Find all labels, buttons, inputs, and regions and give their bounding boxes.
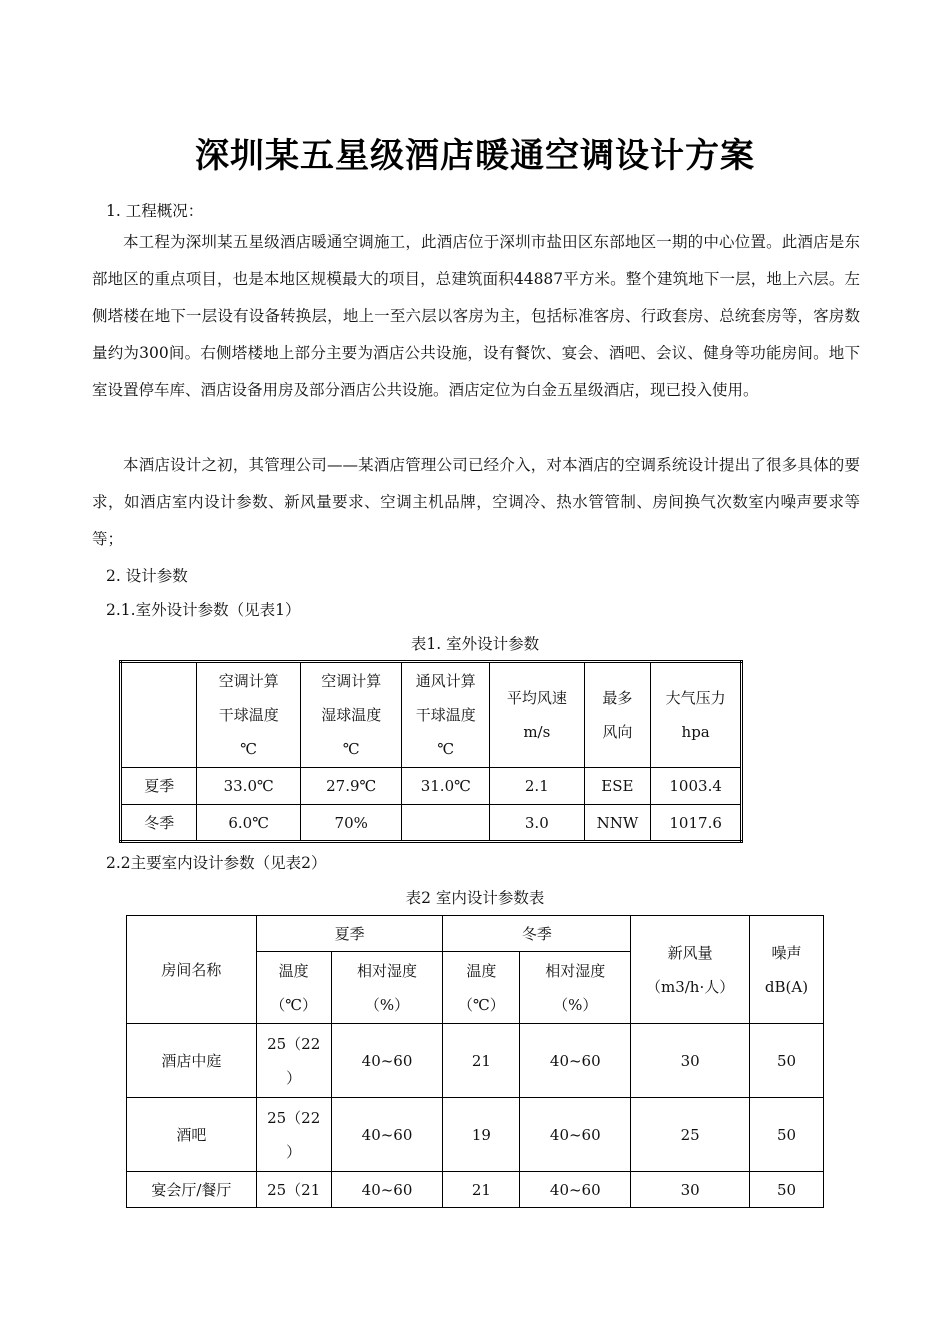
winter-rh: 40~60 xyxy=(520,1098,631,1172)
room-name: 酒店中庭 xyxy=(127,1024,257,1098)
summer-rh: 40~60 xyxy=(331,1024,443,1098)
fresh-air-header: 新风量 （m3/h·人） xyxy=(631,916,750,1024)
section1-heading: 1. 工程概况： xyxy=(106,202,204,220)
summer-rh: 40~60 xyxy=(331,1098,443,1172)
section2-2-heading: 2.2主要室内设计参数（见表2） xyxy=(106,854,327,872)
document-title: 深圳某五星级酒店暖通空调设计方案 xyxy=(195,136,755,176)
empty-header-cell xyxy=(121,662,197,768)
noise-header: 噪声 dB(A) xyxy=(750,916,824,1024)
table-cell: 1003.4 xyxy=(651,768,742,805)
summer-temp: 25（22 ） xyxy=(256,1024,331,1098)
summer-rh: 40~60 xyxy=(331,1172,443,1208)
summer-temp: 25（21 xyxy=(256,1172,331,1208)
table-cell: 31.0℃ xyxy=(402,768,490,805)
winter-header: 冬季 xyxy=(443,916,631,952)
header-cell: 通风计算 干球温度 ℃ xyxy=(402,662,490,768)
table-cell: 1017.6 xyxy=(651,805,742,842)
table-cell: ESE xyxy=(584,768,651,805)
noise: 50 xyxy=(750,1172,824,1208)
header-cell: 空调计算 干球温度 ℃ xyxy=(197,662,301,768)
winter-rh: 40~60 xyxy=(520,1024,631,1098)
fresh-air: 30 xyxy=(631,1024,750,1098)
section1-paragraph-2: 本酒店设计之初，其管理公司——某酒店管理公司已经介入，对本酒店的空调系统设计提出了很多具体的要求，如酒店室内设计参数、新风量要求、空调主机品牌，空调冷、热水管管制、房间换气次数室内噪声要求等等； xyxy=(92,456,860,548)
row-label: 夏季 xyxy=(121,768,197,805)
table-header-row xyxy=(121,662,742,768)
summer-temp: 25（22 ） xyxy=(256,1098,331,1172)
noise: 50 xyxy=(750,1098,824,1172)
room-name-header: 房间名称 xyxy=(127,916,257,1024)
section2-1-heading: 2.1.室外设计参数（见表1） xyxy=(106,601,301,619)
table-row xyxy=(127,1172,824,1208)
winter-temp: 21 xyxy=(443,1024,520,1098)
room-name: 酒吧 xyxy=(127,1098,257,1172)
header-cell: 空调计算 湿球温度 ℃ xyxy=(300,662,402,768)
table-cell: 2.1 xyxy=(490,768,584,805)
table-cell xyxy=(402,805,490,842)
table-cell: 33.0℃ xyxy=(197,768,301,805)
indoor-design-table xyxy=(126,915,824,1208)
section1-paragraph-1: 本工程为深圳某五星级酒店暖通空调施工，此酒店位于深圳市盐田区东部地区一期的中心位置。此酒店是东部地区的重点项目，也是本地区规模最大的项目，总建筑面积44887平方米。整个建筑地下一层，地上六层。左侧塔楼在地下一层设有设备转换层，地上一至六层以客房为主，包括标准客房、行政套房、总统套房等，客房数量约为300间。右侧塔楼地上部分主要为酒店公共设施，设有餐饮、宴会、酒吧、会议、健身等功能房间。地下室设置停车库、酒店设备用房及部分酒店公共设施。酒店定位为白金五星级酒店，现已投入使用。 xyxy=(92,233,860,399)
table-row xyxy=(121,805,742,842)
header-cell: 大气压力 hpa xyxy=(651,662,742,768)
table-cell: 70% xyxy=(300,805,402,842)
noise: 50 xyxy=(750,1024,824,1098)
table-header-row xyxy=(127,916,824,952)
winter-temp-header: 温度 （℃） xyxy=(443,952,520,1024)
fresh-air: 25 xyxy=(631,1098,750,1172)
summer-header: 夏季 xyxy=(256,916,443,952)
section2-heading: 2. 设计参数 xyxy=(106,567,188,585)
header-cell: 平均风速 m/s xyxy=(490,662,584,768)
table-row xyxy=(127,1024,824,1098)
room-name: 宴会厅/餐厅 xyxy=(127,1172,257,1208)
table2-caption: 表2 室内设计参数表 xyxy=(405,889,545,907)
winter-temp: 21 xyxy=(443,1172,520,1208)
table-cell: 6.0℃ xyxy=(197,805,301,842)
header-cell: 最多 风向 xyxy=(584,662,651,768)
row-label: 冬季 xyxy=(121,805,197,842)
table-row xyxy=(127,1098,824,1172)
table-row xyxy=(121,768,742,805)
table1-caption: 表1. 室外设计参数 xyxy=(410,635,540,653)
fresh-air: 30 xyxy=(631,1172,750,1208)
table-cell: 27.9℃ xyxy=(300,768,402,805)
table-cell: NNW xyxy=(584,805,651,842)
table-cell: 3.0 xyxy=(490,805,584,842)
winter-rh-header: 相对湿度 （%） xyxy=(520,952,631,1024)
winter-rh: 40~60 xyxy=(520,1172,631,1208)
summer-rh-header: 相对湿度 （%） xyxy=(331,952,443,1024)
summer-temp-header: 温度 （℃） xyxy=(256,952,331,1024)
winter-temp: 19 xyxy=(443,1098,520,1172)
outdoor-design-table xyxy=(119,660,743,843)
